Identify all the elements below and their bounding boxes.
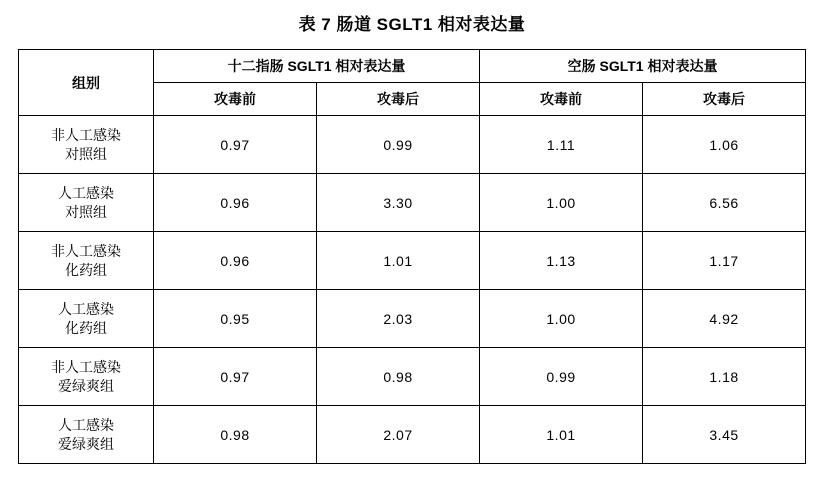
cell-value: 1.06	[643, 116, 806, 174]
cell-value: 0.98	[317, 348, 480, 406]
row-label-line: 化药组	[65, 261, 107, 278]
sglt1-expression-table	[18, 49, 806, 464]
table-row	[19, 406, 806, 464]
table-row	[19, 348, 806, 406]
row-label	[19, 406, 154, 464]
cell-value: 1.01	[480, 406, 643, 464]
table-header	[19, 50, 806, 116]
table-body	[19, 116, 806, 464]
row-label	[19, 174, 154, 232]
column-header-duodenum: 十二指肠 SGLT1 相对表达量	[154, 50, 480, 83]
cell-value: 0.96	[154, 232, 317, 290]
row-label-line: 非人工感染	[51, 126, 121, 143]
cell-value: 0.99	[480, 348, 643, 406]
column-header-duodenum-pre: 攻毒前	[154, 83, 317, 116]
table-row	[19, 116, 806, 174]
table-row	[19, 174, 806, 232]
column-header-duodenum-post: 攻毒后	[317, 83, 480, 116]
table-caption: 表 7 肠道 SGLT1 相对表达量	[298, 15, 526, 34]
cell-value: 1.00	[480, 290, 643, 348]
cell-value: 1.13	[480, 232, 643, 290]
cell-value: 3.30	[317, 174, 480, 232]
column-header-jejunum: 空肠 SGLT1 相对表达量	[480, 50, 806, 83]
table-row	[19, 232, 806, 290]
cell-value: 1.11	[480, 116, 643, 174]
cell-value: 0.98	[154, 406, 317, 464]
table-container	[0, 49, 824, 464]
row-label	[19, 116, 154, 174]
table-row	[19, 290, 806, 348]
column-header-group: 组别	[19, 50, 154, 116]
cell-value: 1.18	[643, 348, 806, 406]
column-header-jejunum-post: 攻毒后	[643, 83, 806, 116]
row-label	[19, 290, 154, 348]
row-label-line: 人工感染	[58, 184, 114, 201]
row-label-line: 非人工感染	[51, 242, 121, 259]
row-label	[19, 348, 154, 406]
row-label-line: 非人工感染	[51, 358, 121, 375]
table-header-row-groups	[19, 50, 806, 83]
cell-value: 4.92	[643, 290, 806, 348]
cell-value: 3.45	[643, 406, 806, 464]
cell-value: 0.96	[154, 174, 317, 232]
cell-value: 1.01	[317, 232, 480, 290]
row-label-line: 爱绿爽组	[58, 377, 114, 394]
row-label-line: 爱绿爽组	[58, 435, 114, 452]
cell-value: 0.95	[154, 290, 317, 348]
cell-value: 1.00	[480, 174, 643, 232]
cell-value: 0.99	[317, 116, 480, 174]
cell-value: 2.03	[317, 290, 480, 348]
column-header-jejunum-pre: 攻毒前	[480, 83, 643, 116]
row-label-line: 人工感染	[58, 300, 114, 317]
cell-value: 1.17	[643, 232, 806, 290]
cell-value: 6.56	[643, 174, 806, 232]
cell-value: 0.97	[154, 116, 317, 174]
cell-value: 2.07	[317, 406, 480, 464]
row-label	[19, 232, 154, 290]
row-label-line: 化药组	[65, 319, 107, 336]
row-label-line: 对照组	[65, 145, 107, 162]
row-label-line: 对照组	[65, 203, 107, 220]
row-label-line: 人工感染	[58, 416, 114, 433]
cell-value: 0.97	[154, 348, 317, 406]
